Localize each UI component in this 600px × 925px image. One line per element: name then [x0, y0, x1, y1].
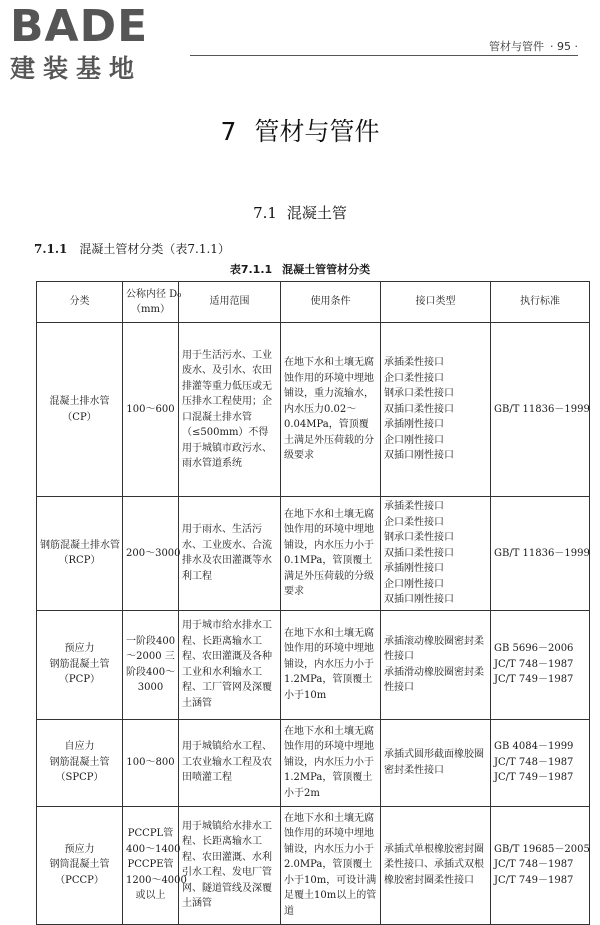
nominal-diameter-line: 阶段400～	[126, 666, 176, 678]
nominal-diameter-line: 一阶段400	[126, 635, 176, 647]
header-conditions: 使用条件	[281, 282, 381, 323]
standard-code: JC/T 748－1987	[494, 859, 574, 871]
joint-types-cell	[381, 806, 491, 924]
standard-code: GB/T 19685－2005	[494, 843, 590, 855]
joint-type: 双插口刚性接口	[384, 594, 454, 605]
header-scope: 适用范围	[179, 282, 281, 323]
header-rule	[190, 55, 578, 56]
pipe-category-line: （PCP）	[58, 674, 101, 686]
joint-type: 企口柔性接口	[384, 372, 444, 384]
nominal-diameter-line: 400～1400	[126, 843, 181, 855]
section-number: 7.1	[253, 204, 277, 222]
standards-cell	[491, 806, 590, 924]
chapter-heading	[0, 112, 600, 148]
pipe-category-cell	[37, 497, 123, 611]
nominal-diameter-line: 100～600	[126, 403, 175, 415]
conditions-cell	[281, 610, 381, 719]
standard-code: JC/T 749－1987	[494, 674, 574, 686]
standard-code: JC/T 749－1987	[494, 874, 574, 886]
nominal-diameter-line: 1200～4000	[126, 874, 187, 886]
conditions-cell	[281, 323, 381, 497]
scope-text: 用于城镇给水排水工程、长距离输水工程、农田灌溉、水利引水工程、发电厂管网、隧道管线及深覆土涵管	[182, 820, 272, 909]
standards-cell	[491, 323, 590, 497]
section-heading	[0, 202, 600, 223]
scope-cell	[179, 497, 281, 611]
pipe-category-cell	[37, 610, 123, 719]
nominal-diameter-line: ～2000 三	[126, 651, 175, 662]
standard-code: GB 5696－2006	[494, 643, 574, 655]
chapter-title: 管材与管件	[254, 117, 380, 146]
joint-type: 承插柔性接口	[384, 357, 444, 369]
nominal-diameter-cell	[123, 806, 187, 924]
pipe-category-line: 钢筒混凝土管	[49, 859, 110, 871]
pipe-category-line: 混凝土排水管	[49, 396, 110, 407]
conditions-cell	[281, 806, 381, 924]
page-number: · 95 ·	[550, 40, 578, 53]
joint-type: 承插滑动橡胶圈密封柔性接口	[384, 666, 484, 693]
standard-code: JC/T 748－1987	[494, 756, 574, 768]
nominal-diameter-line: 100～800	[126, 756, 175, 768]
conditions-text: 在地下水和土壤无腐蚀作用的环境中埋地铺设，内水压力小于2.0MPa，管顶覆土小于10m，可设计满足覆土10m以上的管道	[284, 812, 377, 917]
pipe-category-line: 预应力	[64, 843, 95, 855]
pipe-category-line: （PCCP）	[55, 874, 104, 886]
conditions-text: 在地下水和土壤无腐蚀作用的环境中埋地铺设，内水压力小于1.2MPa，管顶覆土小于2m	[284, 725, 374, 799]
joint-type: 承插式圆形截面橡胶圈密封柔性接口	[384, 749, 484, 776]
joint-type: 双插口刚性接口	[384, 450, 454, 462]
table-body	[37, 323, 590, 925]
standard-code: JC/T 748－1987	[494, 658, 574, 670]
table-row	[37, 497, 590, 611]
running-head-title: 管材与管件	[489, 40, 545, 53]
pipe-category-line: 预应力	[64, 643, 95, 655]
standard-code: GB/T 11836－1999	[494, 403, 590, 415]
joint-type: 承插刚性接口	[384, 419, 444, 431]
standard-code: GB/T 11836－1999	[494, 547, 590, 559]
scope-cell	[179, 719, 281, 806]
scope-text: 用于雨水、生活污水、工业废水、合流排水及农田灌溉等水利工程	[182, 524, 272, 582]
nominal-diameter-cell	[123, 610, 179, 719]
conditions-cell	[281, 719, 381, 806]
pipe-category-line: （CP）	[62, 411, 97, 423]
table-caption-title: 混凝土管管材分类	[282, 263, 371, 276]
subsection-number: 7.1.1	[34, 242, 68, 256]
joint-types-cell	[381, 323, 491, 497]
joint-type: 双插口柔性接口	[384, 547, 454, 559]
scope-cell	[179, 610, 281, 719]
subsection-text: 混凝土管材分类（表7.1.1）	[79, 242, 230, 256]
publisher-logo	[10, 1, 180, 84]
header-standards: 执行标准	[491, 282, 590, 323]
scope-cell	[179, 806, 281, 924]
joint-type: 企口刚性接口	[384, 434, 444, 446]
header-diameter	[123, 282, 182, 323]
nominal-diameter-cell	[123, 497, 179, 611]
standards-cell	[491, 610, 590, 719]
nominal-diameter-line: 3000	[137, 682, 164, 693]
table-row	[37, 806, 590, 924]
header-diameter-unit: （mm）	[131, 304, 170, 315]
joint-type: 承插刚性接口	[384, 563, 444, 574]
nominal-diameter-line: 200～3000	[126, 547, 181, 559]
joint-type: 双插口柔性接口	[384, 403, 454, 415]
pipe-category-line: 自应力	[64, 741, 95, 753]
joint-type: 承插滚动橡胶圈密封柔性接口	[384, 635, 484, 662]
logo-wordmark: BADE	[10, 1, 149, 52]
joint-type: 企口柔性接口	[384, 516, 444, 528]
nominal-diameter-cell	[123, 323, 179, 497]
pipe-classification-table	[36, 281, 590, 925]
pipe-category-line: 钢筋混凝土排水管	[40, 539, 120, 551]
logo-subtitle: 建装基地	[10, 54, 143, 83]
joint-types-cell	[381, 610, 491, 719]
pipe-category-cell	[37, 323, 123, 497]
table-caption-number: 表7.1.1	[229, 263, 273, 276]
pipe-category-line: （RCP）	[58, 555, 101, 567]
pipe-category-cell	[37, 806, 123, 924]
table-caption	[0, 261, 600, 277]
conditions-text: 在地下水和土壤无腐蚀作用的环境中埋地铺设，重力流输水，内水压力0.02～0.04MPa，管顶覆土满足外压荷载的分级要求	[284, 357, 374, 462]
conditions-text: 在地下水和土壤无腐蚀作用的环境中埋地铺设，内水压力小于0.1MPa，管顶覆土满足外压荷载的分级要求	[284, 508, 374, 598]
pipe-category-line: （SPCP）	[55, 772, 104, 784]
joint-type: 钢承口柔性接口	[384, 388, 454, 400]
standard-code: JC/T 749－1987	[494, 772, 574, 784]
subsection-heading	[34, 240, 230, 257]
joint-type: 承插柔性接口	[384, 501, 444, 512]
header-joints: 接口类型	[381, 282, 491, 323]
pipe-category-cell	[37, 719, 123, 806]
pipe-category-line: 钢筋混凝土管	[49, 756, 110, 768]
chapter-number: 7	[220, 117, 237, 146]
scope-text: 用于城镇给水工程、工农业输水工程及农田喷灌工程	[182, 741, 272, 784]
nominal-diameter-line: 或以上	[135, 890, 166, 902]
conditions-cell	[281, 497, 381, 611]
table-row	[37, 323, 590, 497]
joint-type: 企口刚性接口	[384, 578, 444, 590]
pipe-category-line: 钢筋混凝土管	[49, 658, 110, 670]
header-diameter-label: 公称内径 D₀	[126, 288, 182, 300]
joint-types-cell	[381, 497, 491, 611]
table-row	[37, 719, 590, 806]
standards-cell	[491, 719, 590, 806]
table-row	[37, 610, 590, 719]
conditions-text: 在地下水和土壤无腐蚀作用的环境中埋地铺设，内水压力小于1.2MPa，管顶覆土小于10m	[284, 627, 374, 701]
scope-text: 用于城市给水排水工程、长距离输水工程、农田灌溉及各种工业和水利输水工程、工厂管网及深覆土涵管	[182, 620, 272, 709]
scope-text: 用于生活污水、工业废水、及引水、农田排灌等重力低压或无压排水工程使用；企口混凝土排水管（≤500mm）不得用于城镇市政污水、雨水管道系统	[182, 349, 272, 469]
header-category: 分类	[37, 282, 123, 323]
standards-cell	[491, 497, 590, 611]
running-head	[489, 38, 578, 54]
standard-code: GB 4084－1999	[494, 741, 574, 753]
joint-types-cell	[381, 719, 491, 806]
joint-type: 钢承口柔性接口	[384, 532, 454, 543]
section-title: 混凝土管	[286, 204, 347, 222]
table-header-row	[37, 282, 590, 323]
nominal-diameter-line: PCCPL管	[127, 828, 174, 840]
scope-cell	[179, 323, 281, 497]
nominal-diameter-cell	[123, 719, 179, 806]
joint-type: 承插式单根橡胶密封圈柔性接口、承插式双根橡胶密封圈柔性接口	[384, 843, 484, 886]
nominal-diameter-line: PCCPE管	[127, 859, 174, 871]
